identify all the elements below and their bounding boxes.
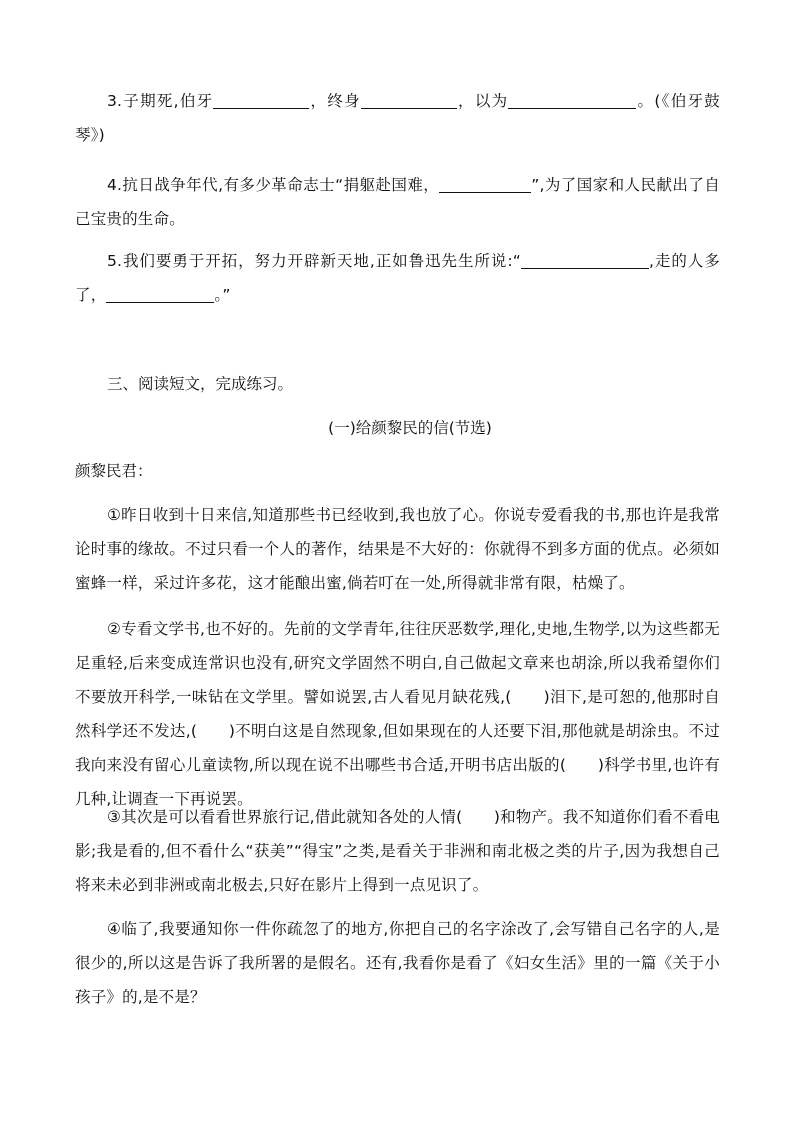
answer-blank[interactable] [361, 90, 457, 109]
answer-blank[interactable] [439, 174, 531, 193]
question-3-text-a: 3.子期死,伯牙 [107, 92, 214, 110]
question-3-text-d: 。(《伯牙鼓琴》) [75, 92, 720, 144]
passage-paragraph-4: ④临了,我要通知你一件你疏忽了的地方,你把自己的名字涂改了,会写错自己名字的人,是很少的,所以这是告诉了我所署的是假名。还有,我看你是看了《妇女生活》里的一篇《关于小孩子》的,是不是？ [75, 920, 720, 1006]
answer-blank[interactable] [521, 250, 649, 269]
question-5-text-c: 。” [214, 286, 231, 304]
passage-title: (一)给颜黎民的信(节选) [328, 419, 492, 437]
letter-greeting: 颜黎民君： [75, 462, 153, 480]
question-4-text-a: 4.抗日战争年代,有多少革命志士“捐躯赴国难， [107, 176, 440, 194]
question-3-text-c: ，以为 [456, 92, 509, 110]
passage-paragraph-1: ①昨日收到十日来信,知道那些书已经收到,我也放了心。你说专爱看我的书,那也许是我常论时事的缘故。不过只看一个人的著作，结果是不大好的：你就得不到多方面的优点。必须如蜜蜂一样，采过许多花，这才能酿出蜜,倘若叮在一处,所得就非常有限，枯燥了。 [75, 506, 720, 592]
question-4-text-b: ”,为了国家和人民献出了自己宝贵的生命。 [75, 176, 720, 228]
question-5 [75, 244, 720, 312]
question-3-text-b: ，终身 [309, 92, 361, 110]
question-3 [75, 84, 720, 152]
question-4 [75, 168, 720, 236]
answer-blank[interactable] [213, 90, 309, 109]
passage-paragraph-2: ②专看文学书,也不好的。先前的文学青年,往往厌恶数学,理化,史地,生物学,以为这些都无足重轻,后来变成连常识也没有,研究文学固然不明白,自己做起文章来也胡涂,所以我希望你们不要放开科学,一味钻在文学里。譬如说罢,古人看见月缺花残,( )泪下,是可恕的,他那时自然科学还不发达,( )不明白这是自然现象,但如果现在的人还要下泪,那他就是胡涂虫。不过我向来没有留心儿童读物,所以现在说不出哪些书合适,开明书店出版的( )科学书里,也许有几种,让调查一下再说罢。 [75, 620, 720, 808]
section-heading: 三、阅读短文，完成练习。 [107, 375, 294, 393]
question-5-text-a: 5.我们要勇于开拓，努力开辟新天地,正如鲁迅先生所说:“ [107, 252, 522, 270]
question-5-text-b: ,走的人多了， [75, 252, 720, 304]
answer-blank[interactable] [106, 284, 214, 303]
answer-blank[interactable] [508, 90, 636, 109]
passage-paragraph-3: ③其次是可以看看世界旅行记,借此就知各处的人情( )和物产。我不知道你们看不看电影;我是看的,但不看什么“获美”“得宝”之类,是看关于非洲和南北极之类的片子,因为我想自己将来未必到非洲或南北极去,只好在影片上得到一点见识了。 [75, 808, 720, 894]
